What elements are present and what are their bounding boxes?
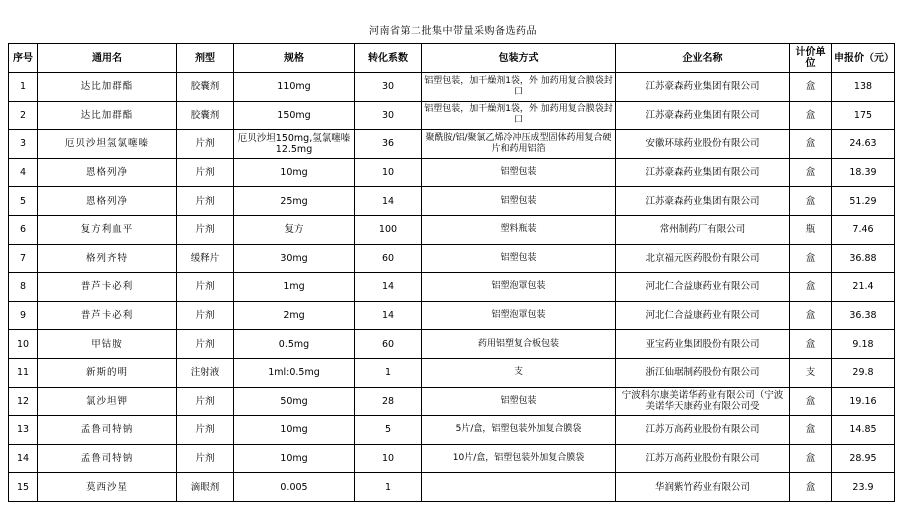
- cell-company: 江苏豪森药业集团有限公司: [616, 158, 790, 187]
- cell-specification: 0.005: [234, 473, 355, 502]
- cell-unit: 盒: [790, 158, 832, 187]
- cell-unit: 盒: [790, 330, 832, 359]
- cell-company: 宁波科尔康美诺华药业有限公司（宁波美诺华天康药业有限公司受: [616, 387, 790, 416]
- cell-index: 3: [9, 130, 38, 159]
- cell-specification: 1mg: [234, 273, 355, 302]
- cell-company: 江苏豪森药业集团有限公司: [616, 101, 790, 130]
- table-header-row: [9, 44, 895, 73]
- cell-generic-name: 恩格列净: [38, 187, 177, 216]
- cell-price: 21.4: [832, 273, 895, 302]
- cell-conversion-factor: 100: [355, 215, 422, 244]
- cell-unit: 瓶: [790, 215, 832, 244]
- cell-specification: 30mg: [234, 244, 355, 273]
- cell-generic-name: 恩格列净: [38, 158, 177, 187]
- cell-conversion-factor: 30: [355, 73, 422, 102]
- cell-specification: 10mg: [234, 444, 355, 473]
- cell-company: 浙江仙琚制药股份有限公司: [616, 358, 790, 387]
- cell-dosage-form: 片剂: [177, 444, 234, 473]
- cell-dosage-form: 缓释片: [177, 244, 234, 273]
- cell-price: 36.38: [832, 301, 895, 330]
- cell-conversion-factor: 60: [355, 244, 422, 273]
- cell-dosage-form: 片剂: [177, 330, 234, 359]
- cell-conversion-factor: 36: [355, 130, 422, 159]
- cell-index: 6: [9, 215, 38, 244]
- cell-conversion-factor: 28: [355, 387, 422, 416]
- cell-company: 江苏万高药业股份有限公司: [616, 444, 790, 473]
- cell-generic-name: 孟鲁司特钠: [38, 416, 177, 445]
- header-specification: 规格: [234, 44, 355, 73]
- cell-generic-name: 达比加群酯: [38, 101, 177, 130]
- cell-unit: 盒: [790, 187, 832, 216]
- cell-specification: 2mg: [234, 301, 355, 330]
- table-row: [9, 187, 895, 216]
- cell-specification: 25mg: [234, 187, 355, 216]
- cell-packaging: 铝塑包装: [422, 187, 616, 216]
- cell-unit: 支: [790, 358, 832, 387]
- cell-conversion-factor: 10: [355, 444, 422, 473]
- cell-unit: 盒: [790, 473, 832, 502]
- cell-index: 11: [9, 358, 38, 387]
- table-row: [9, 158, 895, 187]
- cell-packaging: [422, 473, 616, 502]
- cell-packaging: 铝塑泡罩包装: [422, 273, 616, 302]
- cell-company: 安徽环球药业股份有限公司: [616, 130, 790, 159]
- cell-conversion-factor: 10: [355, 158, 422, 187]
- cell-generic-name: 复方利血平: [38, 215, 177, 244]
- table-row: [9, 130, 895, 159]
- cell-generic-name: 厄贝沙坦氢氯噻嗪: [38, 130, 177, 159]
- cell-unit: 盒: [790, 101, 832, 130]
- cell-packaging: 5片/盒，铝塑包装外加复合膜袋: [422, 416, 616, 445]
- cell-company: 河北仁合益康药业有限公司: [616, 301, 790, 330]
- cell-conversion-factor: 5: [355, 416, 422, 445]
- cell-company: 江苏豪森药业集团有限公司: [616, 187, 790, 216]
- cell-packaging: 铝塑包装: [422, 387, 616, 416]
- cell-dosage-form: 片剂: [177, 187, 234, 216]
- cell-dosage-form: 滴眼剂: [177, 473, 234, 502]
- cell-dosage-form: 片剂: [177, 130, 234, 159]
- cell-packaging: 聚酰胺/铝/聚氯乙烯冷冲压成型固体药用复合硬片和药用铝箔: [422, 130, 616, 159]
- cell-index: 8: [9, 273, 38, 302]
- header-index: 序号: [9, 44, 38, 73]
- cell-index: 4: [9, 158, 38, 187]
- header-packaging: 包装方式: [422, 44, 616, 73]
- cell-company: 江苏豪森药业集团有限公司: [616, 73, 790, 102]
- cell-packaging: 支: [422, 358, 616, 387]
- cell-index: 5: [9, 187, 38, 216]
- cell-generic-name: 莫西沙星: [38, 473, 177, 502]
- cell-dosage-form: 片剂: [177, 301, 234, 330]
- cell-dosage-form: 注射液: [177, 358, 234, 387]
- cell-unit: 盒: [790, 273, 832, 302]
- cell-packaging: 10片/盒，铝塑包装外加复合膜袋: [422, 444, 616, 473]
- page-title: 河南省第二批集中带量采购备选药品: [369, 26, 537, 37]
- cell-price: 9.18: [832, 330, 895, 359]
- cell-specification: 110mg: [234, 73, 355, 102]
- cell-generic-name: 格列齐特: [38, 244, 177, 273]
- cell-price: 175: [832, 101, 895, 130]
- cell-unit: 盒: [790, 416, 832, 445]
- table-row: [9, 330, 895, 359]
- cell-company: 常州制药厂有限公司: [616, 215, 790, 244]
- cell-index: 1: [9, 73, 38, 102]
- table-row: [9, 273, 895, 302]
- drug-table: [8, 43, 895, 502]
- table-row: [9, 387, 895, 416]
- cell-generic-name: 新斯的明: [38, 358, 177, 387]
- header-company: 企业名称: [616, 44, 790, 73]
- header-unit: 计价单位: [790, 44, 832, 73]
- cell-unit: 盒: [790, 387, 832, 416]
- cell-dosage-form: 片剂: [177, 387, 234, 416]
- cell-dosage-form: 胶囊剂: [177, 101, 234, 130]
- cell-packaging: 铝塑包装: [422, 158, 616, 187]
- cell-unit: 盒: [790, 244, 832, 273]
- cell-conversion-factor: 1: [355, 473, 422, 502]
- cell-packaging: 铝塑包装，加干燥剂1袋，外 加药用复合膜袋封口: [422, 101, 616, 130]
- cell-specification: 复方: [234, 215, 355, 244]
- cell-packaging: 塑料瓶装: [422, 215, 616, 244]
- cell-conversion-factor: 14: [355, 273, 422, 302]
- cell-price: 24.63: [832, 130, 895, 159]
- cell-price: 28.95: [832, 444, 895, 473]
- cell-dosage-form: 片剂: [177, 215, 234, 244]
- cell-generic-name: 甲钴胺: [38, 330, 177, 359]
- cell-conversion-factor: 1: [355, 358, 422, 387]
- cell-packaging: 铝塑泡罩包装: [422, 301, 616, 330]
- cell-unit: 盒: [790, 301, 832, 330]
- cell-unit: 盒: [790, 73, 832, 102]
- cell-dosage-form: 片剂: [177, 158, 234, 187]
- header-generic-name: 通用名: [38, 44, 177, 73]
- header-dosage-form: 剂型: [177, 44, 234, 73]
- cell-index: 15: [9, 473, 38, 502]
- cell-index: 12: [9, 387, 38, 416]
- cell-specification: 150mg: [234, 101, 355, 130]
- cell-price: 19.16: [832, 387, 895, 416]
- header-price: 申报价（元）: [832, 44, 895, 73]
- cell-specification: 10mg: [234, 158, 355, 187]
- table-row: [9, 416, 895, 445]
- cell-conversion-factor: 14: [355, 187, 422, 216]
- cell-specification: 1ml:0.5mg: [234, 358, 355, 387]
- cell-company: 河北仁合益康药业有限公司: [616, 273, 790, 302]
- cell-price: 18.39: [832, 158, 895, 187]
- cell-price: 29.8: [832, 358, 895, 387]
- cell-generic-name: 孟鲁司特钠: [38, 444, 177, 473]
- cell-company: 亚宝药业集团股份有限公司: [616, 330, 790, 359]
- cell-company: 华润紫竹药业有限公司: [616, 473, 790, 502]
- cell-generic-name: 达比加群酯: [38, 73, 177, 102]
- cell-dosage-form: 片剂: [177, 273, 234, 302]
- cell-index: 13: [9, 416, 38, 445]
- cell-unit: 盒: [790, 444, 832, 473]
- cell-index: 7: [9, 244, 38, 273]
- cell-price: 7.46: [832, 215, 895, 244]
- cell-packaging: 铝塑包装，加干燥剂1袋，外 加药用复合膜袋封口: [422, 73, 616, 102]
- table-row: [9, 444, 895, 473]
- table-row: [9, 358, 895, 387]
- cell-packaging: 药用铝塑复合板包装: [422, 330, 616, 359]
- table-row: [9, 244, 895, 273]
- cell-conversion-factor: 60: [355, 330, 422, 359]
- header-conversion-factor: 转化系数: [355, 44, 422, 73]
- cell-conversion-factor: 30: [355, 101, 422, 130]
- cell-index: 10: [9, 330, 38, 359]
- cell-price: 23.9: [832, 473, 895, 502]
- table-row: [9, 101, 895, 130]
- cell-price: 36.88: [832, 244, 895, 273]
- cell-index: 14: [9, 444, 38, 473]
- cell-packaging: 铝塑包装: [422, 244, 616, 273]
- cell-specification: 0.5mg: [234, 330, 355, 359]
- cell-price: 51.29: [832, 187, 895, 216]
- table-row: [9, 215, 895, 244]
- cell-generic-name: 普芦卡必利: [38, 273, 177, 302]
- cell-dosage-form: 胶囊剂: [177, 73, 234, 102]
- cell-company: 江苏万高药业股份有限公司: [616, 416, 790, 445]
- cell-price: 138: [832, 73, 895, 102]
- cell-specification: 厄贝沙坦150mg,氢氯噻嗪12.5mg: [234, 130, 355, 159]
- cell-generic-name: 氯沙坦钾: [38, 387, 177, 416]
- cell-index: 2: [9, 101, 38, 130]
- table-row: [9, 301, 895, 330]
- cell-company: 北京福元医药股份有限公司: [616, 244, 790, 273]
- cell-specification: 50mg: [234, 387, 355, 416]
- table-row: [9, 473, 895, 502]
- cell-dosage-form: 片剂: [177, 416, 234, 445]
- cell-unit: 盒: [790, 130, 832, 159]
- cell-price: 14.85: [832, 416, 895, 445]
- table-row: [9, 73, 895, 102]
- cell-index: 9: [9, 301, 38, 330]
- cell-generic-name: 普芦卡必利: [38, 301, 177, 330]
- cell-conversion-factor: 14: [355, 301, 422, 330]
- cell-specification: 10mg: [234, 416, 355, 445]
